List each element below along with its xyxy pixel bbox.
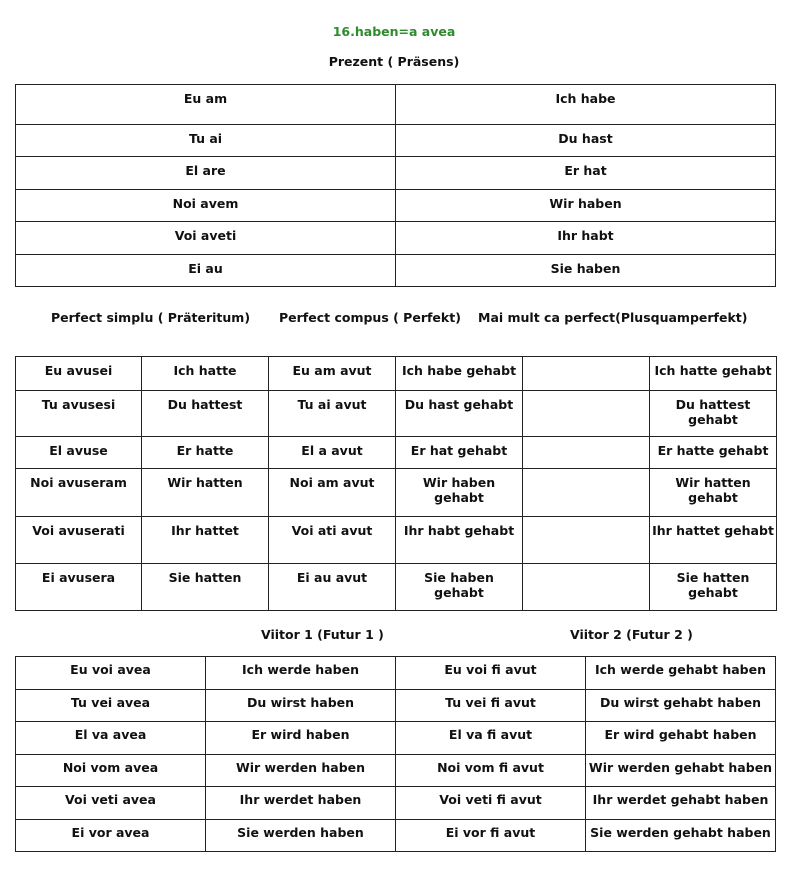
prezent-row (16, 255, 776, 287)
prezent-row (16, 85, 776, 125)
future-cell: Eu voi fi avut (396, 657, 586, 690)
future-cell: Noi vom fi avut (396, 755, 586, 787)
prezent-cell: Ihr habt (396, 222, 776, 255)
past-cell (523, 564, 650, 611)
future-row (16, 657, 776, 690)
prezent-cell: El are (16, 157, 396, 190)
future-cell: Noi vom avea (16, 755, 206, 787)
past-cell (523, 437, 650, 469)
future-row (16, 787, 776, 820)
past-row (16, 437, 777, 469)
past-cell (523, 469, 650, 517)
past-cell: Er hatte (142, 437, 269, 469)
past-cell: Er hatte gehabt (650, 437, 777, 469)
past-cell: Sie hatten gehabt (650, 564, 777, 611)
prezent-row (16, 222, 776, 255)
prezent-cell: Voi aveti (16, 222, 396, 255)
prezent-cell: Ich habe (396, 85, 776, 125)
perfect-simplu-heading: Perfect simplu ( Präteritum) (51, 310, 251, 325)
plusquamperfekt-heading: Mai mult ca perfect(Plusquamperfekt) (478, 310, 748, 325)
past-cell: El a avut (269, 437, 396, 469)
future-row (16, 690, 776, 722)
past-cell: Wir hatten (142, 469, 269, 517)
prezent-cell: Eu am (16, 85, 396, 125)
prezent-cell: Wir haben (396, 190, 776, 222)
future-cell: Ihr werdet gehabt haben (586, 787, 776, 820)
future-row (16, 820, 776, 852)
past-cell: Ich habe gehabt (396, 357, 523, 391)
prezent-cell: Du hast (396, 125, 776, 157)
prezent-row (16, 190, 776, 222)
past-cell: Ihr habt gehabt (396, 517, 523, 564)
future-tenses-table (15, 656, 776, 852)
future-row (16, 722, 776, 755)
past-cell (523, 391, 650, 437)
future-cell: El va avea (16, 722, 206, 755)
prezent-row (16, 125, 776, 157)
future-cell: Tu vei fi avut (396, 690, 586, 722)
past-row (16, 391, 777, 437)
past-tenses-table (15, 356, 777, 611)
future-cell: Er wird haben (206, 722, 396, 755)
past-cell (523, 517, 650, 564)
future-cell: Ich werde haben (206, 657, 396, 690)
past-cell: Noi am avut (269, 469, 396, 517)
past-cell: Voi avuserati (16, 517, 142, 564)
past-cell: Ich hatte (142, 357, 269, 391)
page-title: 16.haben=a avea (332, 24, 456, 39)
past-row (16, 564, 777, 611)
future-cell: Wir werden gehabt haben (586, 755, 776, 787)
prezent-cell: Tu ai (16, 125, 396, 157)
past-cell: Tu avusesi (16, 391, 142, 437)
past-cell: Ich hatte gehabt (650, 357, 777, 391)
future-cell: Voi veti avea (16, 787, 206, 820)
past-cell: Du hattest gehabt (650, 391, 777, 437)
past-cell: Sie hatten (142, 564, 269, 611)
future-cell: Ihr werdet haben (206, 787, 396, 820)
past-cell: Eu avusei (16, 357, 142, 391)
past-cell (523, 357, 650, 391)
past-row (16, 357, 777, 391)
prezent-cell: Er hat (396, 157, 776, 190)
past-cell: Ei au avut (269, 564, 396, 611)
future-cell: Sie werden haben (206, 820, 396, 852)
past-cell: Du hattest (142, 391, 269, 437)
perfect-compus-heading: Perfect compus ( Perfekt) (279, 310, 461, 325)
future-cell: El va fi avut (396, 722, 586, 755)
past-row (16, 469, 777, 517)
future-cell: Eu voi avea (16, 657, 206, 690)
past-row (16, 517, 777, 564)
future-cell: Du wirst haben (206, 690, 396, 722)
past-cell: Voi ati avut (269, 517, 396, 564)
prezent-cell: Sie haben (396, 255, 776, 287)
past-cell: Sie haben gehabt (396, 564, 523, 611)
past-cell: Ihr hattet (142, 517, 269, 564)
past-cell: Du hast gehabt (396, 391, 523, 437)
viitor-1-heading: Viitor 1 (Futur 1 ) (261, 627, 384, 642)
past-cell: Ihr hattet gehabt (650, 517, 777, 564)
past-cell: Wir hatten gehabt (650, 469, 777, 517)
future-row (16, 755, 776, 787)
future-cell: Sie werden gehabt haben (586, 820, 776, 852)
viitor-2-heading: Viitor 2 (Futur 2 ) (570, 627, 693, 642)
future-cell: Voi veti fi avut (396, 787, 586, 820)
past-cell: Noi avuseram (16, 469, 142, 517)
past-cell: Ei avusera (16, 564, 142, 611)
future-cell: Ich werde gehabt haben (586, 657, 776, 690)
prezent-heading: Prezent ( Präsens) (328, 54, 460, 69)
past-cell: Eu am avut (269, 357, 396, 391)
past-cell: El avuse (16, 437, 142, 469)
future-cell: Ei vor fi avut (396, 820, 586, 852)
future-cell: Wir werden haben (206, 755, 396, 787)
future-cell: Er wird gehabt haben (586, 722, 776, 755)
future-cell: Ei vor avea (16, 820, 206, 852)
prezent-cell: Ei au (16, 255, 396, 287)
prezent-cell: Noi avem (16, 190, 396, 222)
past-cell: Wir haben gehabt (396, 469, 523, 517)
future-cell: Tu vei avea (16, 690, 206, 722)
prezent-row (16, 157, 776, 190)
past-cell: Tu ai avut (269, 391, 396, 437)
future-cell: Du wirst gehabt haben (586, 690, 776, 722)
prezent-table (15, 84, 776, 287)
past-cell: Er hat gehabt (396, 437, 523, 469)
